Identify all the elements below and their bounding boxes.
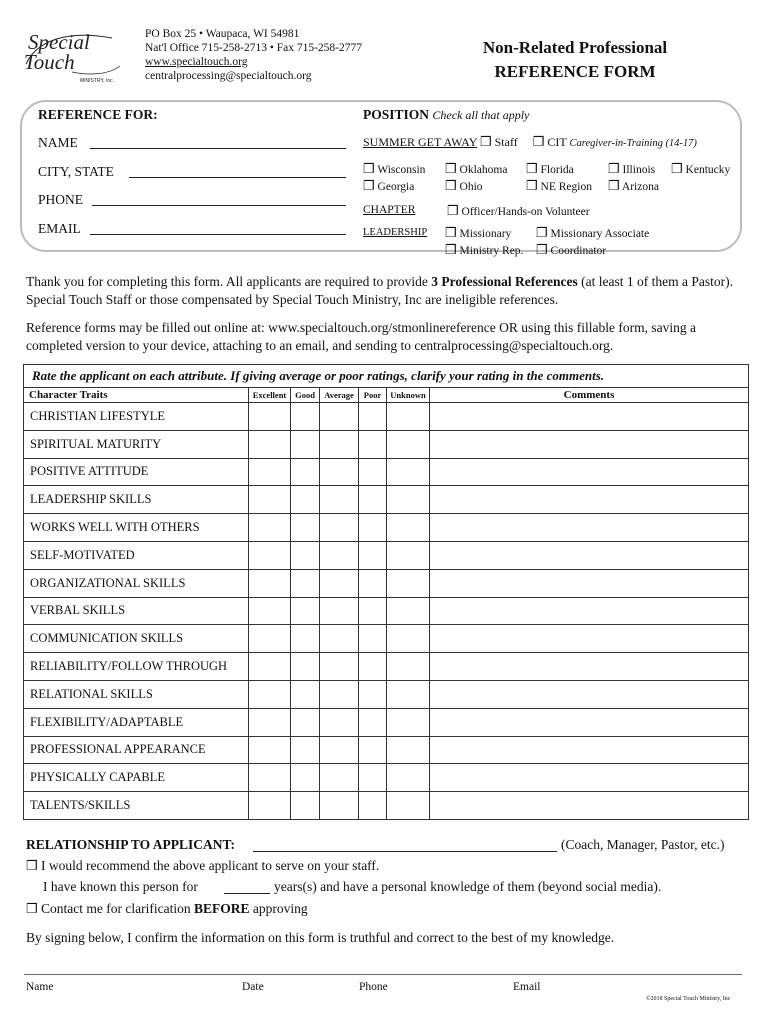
title-line-1: Non-Related Professional [482,38,668,57]
comments-cell[interactable] [430,486,749,514]
good-cell[interactable] [291,403,320,431]
reference-for-heading: REFERENCE FOR: [38,107,158,122]
comments-cell[interactable] [430,430,749,458]
checkbox-icon[interactable]: ❒ [363,178,375,193]
leadership-ministry-rep[interactable] [445,243,523,257]
logo-word-2: Touch [24,50,75,74]
comments-cell[interactable] [430,792,749,820]
trait-label: SPIRITUAL MATURITY [24,430,249,458]
unknown-cell[interactable] [387,680,430,708]
unknown-cell[interactable] [387,569,430,597]
header-unknown: Unknown [387,388,430,403]
unknown-cell[interactable] [387,403,430,431]
copyright: ©2018 Special Touch Ministry, Inc [646,996,731,1002]
chapter-option-label: Officer/Hands-on Volunteer [461,206,590,218]
header-traits: Character Traits [24,388,249,403]
average-cell[interactable] [320,486,359,514]
unknown-cell[interactable] [387,764,430,792]
good-cell[interactable] [291,514,320,542]
unknown-cell[interactable] [387,792,430,820]
header-excellent: Excellent [249,388,291,403]
poor-cell[interactable] [359,736,387,764]
intro-bold: 3 Professional References [431,274,578,289]
contact-checkbox[interactable]: ❒ [26,901,38,916]
checkbox-icon[interactable]: ❒ [608,161,620,176]
table-row [24,764,749,792]
excellent-cell[interactable] [249,597,291,625]
cit-note: Caregiver-in-Training (14-17) [569,138,697,149]
table-row [24,708,749,736]
logo-subtitle: MINISTRY, Inc. [80,78,114,84]
name-label: NAME [38,135,78,150]
average-cell[interactable] [320,764,359,792]
good-cell[interactable] [291,569,320,597]
poor-cell[interactable] [359,597,387,625]
excellent-cell[interactable] [249,653,291,681]
leadership-label: LEADERSHIP [363,227,428,238]
comments-cell[interactable] [430,403,749,431]
comments-cell[interactable] [430,708,749,736]
logo-swoosh [20,24,130,86]
average-cell[interactable] [320,792,359,820]
table-row [24,403,749,431]
poor-cell[interactable] [359,625,387,653]
unknown-cell[interactable] [387,597,430,625]
header-average: Average [320,388,359,403]
cit-label: CIT [547,135,567,149]
known-for-label: I have known this person for [43,879,198,894]
trait-label: POSITIVE ATTITUDE [24,458,249,486]
comments-cell[interactable] [430,625,749,653]
city-state-field[interactable] [129,177,346,178]
position-instruction: Check all that apply [432,108,530,122]
unknown-cell[interactable] [387,514,430,542]
staff-label: Staff [494,135,518,149]
city-state-label: CITY, STATE [38,164,114,179]
excellent-cell[interactable] [249,764,291,792]
trait-label: WORKS WELL WITH OTHERS [24,514,249,542]
table-row [24,569,749,597]
contact-row [26,901,308,917]
region-label: Oklahoma [459,164,508,176]
table-row [24,653,749,681]
average-cell[interactable] [320,541,359,569]
good-cell[interactable] [291,625,320,653]
office-phone: Nat'l Office 715-258-2713 • Fax 715-258-2777 [145,42,363,54]
trait-label: SELF-MOTIVATED [24,541,249,569]
excellent-cell[interactable] [249,625,291,653]
website-link[interactable]: www.specialtouch.org [145,56,248,68]
region-label: Ohio [459,181,483,193]
email-field[interactable] [90,234,346,235]
recommend-row [26,858,379,874]
relationship-examples: (Coach, Manager, Pastor, etc.) [561,837,725,852]
poor-cell[interactable] [359,458,387,486]
checkbox-icon[interactable]: ❒ [526,161,538,176]
excellent-cell[interactable] [249,736,291,764]
known-for-suffix: years(s) and have a personal knowledge of them (beyond social media). [274,879,662,894]
trait-label: TALENTS/SKILLS [24,792,249,820]
excellent-cell[interactable] [249,514,291,542]
region-arizona[interactable] [608,179,659,193]
region-label: Florida [540,164,574,176]
leadership-option-label: Coordinator [550,245,607,257]
good-cell[interactable] [291,541,320,569]
poor-cell[interactable] [359,792,387,820]
poor-cell[interactable] [359,764,387,792]
contact-email: centralprocessing@specialtouch.org [145,70,312,82]
comments-cell[interactable] [430,458,749,486]
checkbox-icon[interactable]: ❒ [445,178,457,193]
trait-label: RELATIONAL SKILLS [24,680,249,708]
phone-label: PHONE [38,192,84,207]
poor-cell[interactable] [359,486,387,514]
position-heading [363,107,529,123]
excellent-cell[interactable] [249,430,291,458]
average-cell[interactable] [320,514,359,542]
average-cell[interactable] [320,597,359,625]
table-row [24,541,749,569]
unknown-cell[interactable] [387,430,430,458]
trait-label: LEADERSHIP SKILLS [24,486,249,514]
excellent-cell[interactable] [249,486,291,514]
poor-cell[interactable] [359,680,387,708]
contact-text-end: approving [249,901,308,916]
chapter-label: CHAPTER [363,204,416,216]
trait-label: VERBAL SKILLS [24,597,249,625]
form-title [470,36,680,84]
name-field[interactable] [90,148,346,149]
region-wisconsin[interactable] [363,162,425,176]
region-label: NE Region [540,181,592,193]
average-cell[interactable] [320,625,359,653]
leadership-missionary-associate[interactable] [536,226,649,240]
unknown-cell[interactable] [387,458,430,486]
intro-text: (at least 1 of them a Pastor). Special Touch Staff or those compensated by Special Touch Ministry, Inc are ineligible references. [26,274,733,307]
poor-cell[interactable] [359,569,387,597]
region-georgia[interactable] [363,179,414,193]
region-oklahoma[interactable] [445,162,507,176]
checkbox-icon[interactable]: ❒ [445,242,457,257]
header-comments: Comments [430,388,749,403]
excellent-cell[interactable] [249,458,291,486]
staff-checkbox[interactable]: ❒ [479,134,492,149]
leadership-option-label: Missionary [459,228,512,240]
trait-label: PHYSICALLY CAPABLE [24,764,249,792]
contact-text: Contact me for clarification [41,901,194,916]
comments-cell[interactable] [430,569,749,597]
confirmation-text: By signing below, I confirm the information on this form is truthful and correct to the best of my knowledge. [26,930,615,945]
poor-cell[interactable] [359,430,387,458]
position-title: POSITION [363,107,430,122]
chapter-option[interactable] [447,204,590,218]
intro-text: Thank you for completing this form. All applicants are required to provide [26,274,432,289]
region-label: Arizona [621,181,659,193]
excellent-cell[interactable] [249,403,291,431]
trait-label: FLEXIBILITY/ADAPTABLE [24,708,249,736]
table-row [24,430,749,458]
region-label: Georgia [377,181,415,193]
unknown-cell[interactable] [387,708,430,736]
trait-label: PROFESSIONAL APPEARANCE [24,736,249,764]
region-illinois[interactable] [608,162,655,176]
average-cell[interactable] [320,708,359,736]
relationship-field[interactable] [253,851,557,852]
checkbox-icon[interactable]: ❒ [536,242,548,257]
comments-cell[interactable] [430,764,749,792]
unknown-cell[interactable] [387,736,430,764]
unknown-cell[interactable] [387,486,430,514]
table-row [24,458,749,486]
special-touch-logo [20,24,130,86]
table-row [24,625,749,653]
region-florida[interactable] [526,162,574,176]
phone-field[interactable] [92,205,346,206]
table-row [24,736,749,764]
leadership-option-label: Ministry Rep. [459,245,524,257]
leadership-option-label: Missionary Associate [550,228,650,240]
good-cell[interactable] [291,458,320,486]
table-row [24,514,749,542]
contact-block [145,27,362,83]
average-cell[interactable] [320,680,359,708]
unknown-cell[interactable] [387,653,430,681]
recommend-checkbox[interactable]: ❒ [26,858,38,873]
good-cell[interactable] [291,430,320,458]
summer-label: SUMMER GET AWAY [363,135,477,149]
checkbox-icon[interactable]: ❒ [445,161,457,176]
good-cell[interactable] [291,792,320,820]
sig-label-date: Date [242,981,264,993]
table-row [24,792,749,820]
region-label: Illinois [622,164,656,176]
email-label: EMAIL [38,221,81,236]
sig-label-phone: Phone [359,981,388,993]
logo-word-1: Special [28,30,90,54]
poor-cell[interactable] [359,403,387,431]
intro-paragraph-2: Reference forms may be filled out online at: www.specialtouch.org/stmonlinereference OR using this fillable form, saving a completed version to your device, attaching to an email, and sending to centralprocessing@specialtouch.org. [26,320,696,353]
poor-cell[interactable] [359,708,387,736]
excellent-cell[interactable] [249,708,291,736]
rating-header-row [24,388,749,403]
trait-label: RELIABILITY/FOLLOW THROUGH [24,653,249,681]
poor-cell[interactable] [359,514,387,542]
good-cell[interactable] [291,653,320,681]
region-label: Wisconsin [377,164,426,176]
trait-label: ORGANIZATIONAL SKILLS [24,569,249,597]
good-cell[interactable] [291,708,320,736]
leadership-missionary[interactable] [445,226,511,240]
years-known-field[interactable] [224,893,270,894]
average-cell[interactable] [320,403,359,431]
comments-cell[interactable] [430,680,749,708]
comments-cell[interactable] [430,514,749,542]
header-good: Good [291,388,320,403]
signature-line[interactable] [24,974,742,975]
table-row [24,680,749,708]
checkbox-icon[interactable]: ❒ [526,178,538,193]
checkbox-icon[interactable]: ❒ [671,161,683,176]
checkbox-icon[interactable]: ❒ [447,203,459,218]
unknown-cell[interactable] [387,625,430,653]
table-row [24,597,749,625]
good-cell[interactable] [291,764,320,792]
header-poor: Poor [359,388,387,403]
average-cell[interactable] [320,430,359,458]
trait-label: COMMUNICATION SKILLS [24,625,249,653]
rating-instruction: Rate the applicant on each attribute. If giving average or poor ratings, clarify your rating in the comments. [24,365,749,388]
comments-cell[interactable] [430,736,749,764]
comments-cell[interactable] [430,653,749,681]
relationship-label: RELATIONSHIP TO APPLICANT: [26,837,236,852]
checkbox-icon[interactable]: ❒ [363,161,375,176]
leadership-coordinator[interactable] [536,243,606,257]
rating-table [23,364,749,820]
table-row [24,486,749,514]
poor-cell[interactable] [359,541,387,569]
title-line-2: REFERENCE FORM [494,62,656,81]
trait-label: CHRISTIAN LIFESTYLE [24,403,249,431]
intro-paragraph-1 [26,273,750,309]
sig-label-email: Email [513,981,541,993]
sig-label-name: Name [26,981,54,993]
good-cell[interactable] [291,597,320,625]
region-ohio[interactable] [445,179,483,193]
contact-bold: BEFORE [193,901,250,916]
excellent-cell[interactable] [249,792,291,820]
excellent-cell[interactable] [249,569,291,597]
recommend-text: I would recommend the above applicant to serve on your staff. [41,858,380,873]
checkbox-icon[interactable]: ❒ [608,178,620,193]
average-cell[interactable] [320,653,359,681]
good-cell[interactable] [291,680,320,708]
comments-cell[interactable] [430,597,749,625]
checkbox-icon[interactable]: ❒ [445,225,457,240]
summer-row [363,135,697,150]
cit-checkbox[interactable]: ❒ [532,134,545,149]
checkbox-icon[interactable]: ❒ [536,225,548,240]
region-label: Kentucky [685,164,731,176]
poor-cell[interactable] [359,653,387,681]
average-cell[interactable] [320,569,359,597]
region-ne-region[interactable] [526,179,592,193]
address: PO Box 25 • Waupaca, WI 54981 [145,28,300,40]
unknown-cell[interactable] [387,541,430,569]
good-cell[interactable] [291,736,320,764]
good-cell[interactable] [291,486,320,514]
average-cell[interactable] [320,736,359,764]
region-kentucky[interactable] [671,162,730,176]
comments-cell[interactable] [430,541,749,569]
excellent-cell[interactable] [249,541,291,569]
average-cell[interactable] [320,458,359,486]
excellent-cell[interactable] [249,680,291,708]
